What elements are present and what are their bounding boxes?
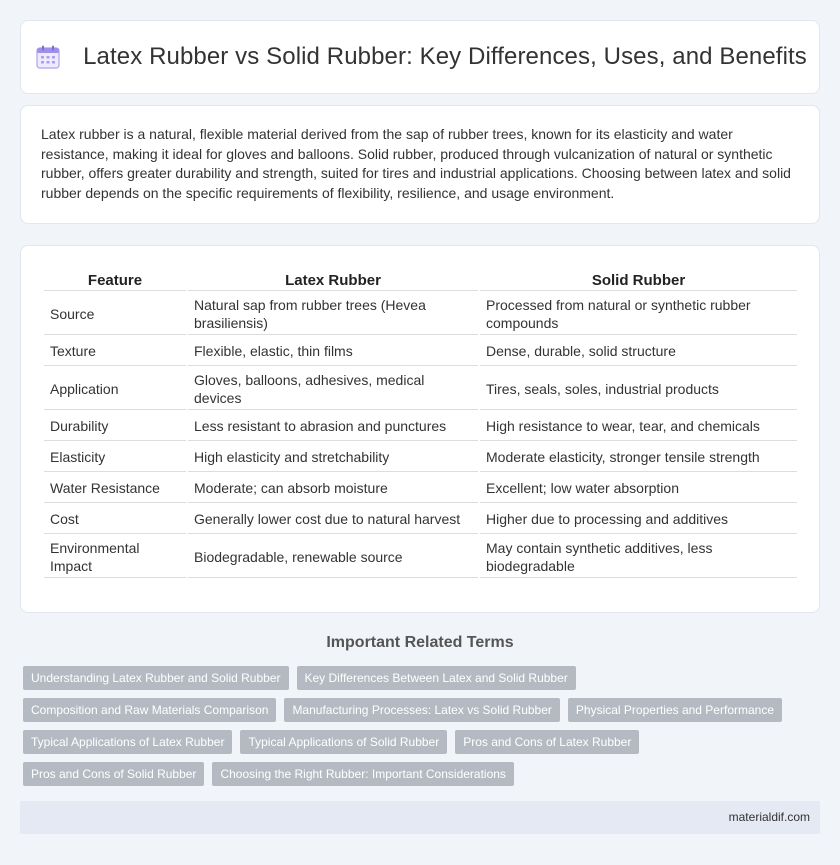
table-cell: Natural sap from rubber trees (Hevea brasiliensis) [188,293,478,335]
table-row [44,474,797,503]
table-cell: Texture [44,337,186,366]
comparison-table [42,266,799,580]
table-cell: Dense, durable, solid structure [480,337,797,366]
table-cell: Biodegradable, renewable source [188,536,478,578]
related-term-tag[interactable]: Key Differences Between Latex and Solid Rubber [297,666,576,690]
table-row [44,505,797,534]
calendar-icon [33,42,63,72]
page-title: Latex Rubber vs Solid Rubber: Key Differences, Uses, and Benefits [83,43,807,70]
intro-paragraph: Latex rubber is a natural, flexible material derived from the sap of rubber trees, known for its elasticity and water resistance, making it ideal for gloves and balloons. Solid rubber, produced through vulcanization of natural or synthetic rubber, offers greater durability and strength, suited for tires and industrial applications. Choosing between latex and solid rubber depends on the specific requirements of flexibility, resilience, and usage environment. [41,126,791,201]
related-term-tag[interactable]: Physical Properties and Performance [568,698,782,722]
related-terms-title: Important Related Terms [326,634,514,651]
related-term-tag[interactable]: Typical Applications of Solid Rubber [240,730,447,754]
table-cell: Processed from natural or synthetic rubber compounds [480,293,797,335]
table-cell: Generally lower cost due to natural harvest [188,505,478,534]
table-cell: Moderate elasticity, stronger tensile strength [480,443,797,472]
related-term-tag[interactable]: Typical Applications of Latex Rubber [23,730,232,754]
table-cell: High resistance to wear, tear, and chemicals [480,412,797,441]
column-header-solid: Solid Rubber [480,268,797,291]
footer-site-name[interactable]: materialdif.com [728,810,810,824]
table-cell: Excellent; low water absorption [480,474,797,503]
table-cell: Tires, seals, soles, industrial products [480,368,797,410]
intro-card [20,105,820,224]
table-cell: High elasticity and stretchability [188,443,478,472]
table-row [44,443,797,472]
table-cell: Source [44,293,186,335]
table-cell: Less resistant to abrasion and punctures [188,412,478,441]
column-header-latex: Latex Rubber [188,268,478,291]
column-header-feature: Feature [44,268,186,291]
table-cell: Environmental Impact [44,536,186,578]
related-terms-list [23,666,813,794]
table-row [44,293,797,335]
related-term-tag[interactable]: Choosing the Right Rubber: Important Considerations [212,762,514,786]
table-cell: Water Resistance [44,474,186,503]
table-cell: Application [44,368,186,410]
table-row [44,536,797,578]
table-header-row [44,268,797,291]
table-cell: Cost [44,505,186,534]
table-cell: Moderate; can absorb moisture [188,474,478,503]
table-cell: May contain synthetic additives, less biodegradable [480,536,797,578]
related-term-tag[interactable]: Composition and Raw Materials Comparison [23,698,276,722]
table-cell: Elasticity [44,443,186,472]
table-row [44,337,797,366]
table-cell: Higher due to processing and additives [480,505,797,534]
related-term-tag[interactable]: Pros and Cons of Latex Rubber [455,730,639,754]
related-term-tag[interactable]: Manufacturing Processes: Latex vs Solid Rubber [284,698,559,722]
table-cell: Gloves, balloons, adhesives, medical devices [188,368,478,410]
table-cell: Flexible, elastic, thin films [188,337,478,366]
related-term-tag[interactable]: Understanding Latex Rubber and Solid Rubber [23,666,289,690]
header-card [20,20,820,94]
comparison-table-card [20,245,820,613]
table-row [44,368,797,410]
related-term-tag[interactable]: Pros and Cons of Solid Rubber [23,762,204,786]
table-cell: Durability [44,412,186,441]
footer [20,801,820,834]
table-row [44,412,797,441]
